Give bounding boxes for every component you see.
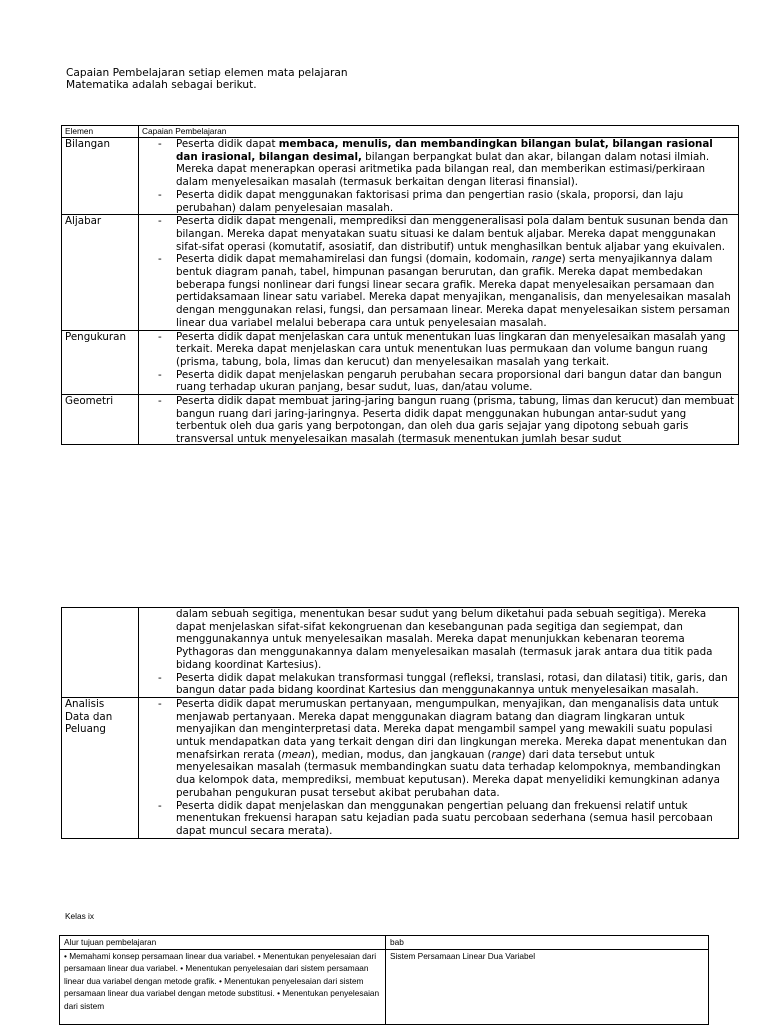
- text-span: ) serta menyajikannya dalam bentuk diagram panah, tabel, himpunan pasangan berurutan, dan grafik. Mereka dapat membedakan beberapa fungsi nonlinear dari fungsi linear secara grafik. Mereka dapat menyelesaikan persamaan dan pertidaksamaan linear satu variabel. Mereka dapat menyajikan, menganalisis, dan menyelesaikan masalah dengan menggunakan relasi, fungsi, dan persamaan linear. Mereka dapat menyelesaikan sistem persaman linear dua variabel melalui beberapa cara untuk penyelesaian masalah.: [176, 253, 731, 329]
- table-row-bilangan: [62, 138, 739, 215]
- list-item: dalam sebuah segitiga, menentukan besar sudut yang belum diketahui pada sebuah segitiga). Mereka dapat menjelaskan sifat-sifat kekongruenan dan kesebangunan pada segitiga dan segiempat, dan menggunakannya untuk menyelesaikan masalah. Mereka dapat menunjukkan kebenaran teorema Pythagoras dan menggunakannya dalam menyelesaikan masalah (termasuk jarak antara dua titik pada bidang koordinat Kartesius).: [176, 608, 713, 671]
- alur-tujuan-table: [59, 935, 709, 1025]
- text-span: Peserta didik dapat: [176, 138, 279, 150]
- bold-text: membaca, menulis, dan membandingkan bilangan bulat, bilangan rasional dan irasional, bilangan desimal,: [176, 138, 713, 163]
- table-row-aljabar: [62, 215, 739, 330]
- text-span: ) dari data tersebut untuk menyelesaikan masalah (termasuk membandingkan suatu data terhadap kelompoknya, membandingkan dua kelompok data, memprediksi, membuat keputusan). Mereka dapat menyelidiki kemungkinan adanya perubahan pengukuran pusat tersebut akibat perubahan data.: [176, 748, 721, 799]
- list-item: - Peserta didik dapat menggunakan faktorisasi prima dan pengertian rasio (skala, proporsi, dan laju perubahan) dalam penyelesaian masalah.: [142, 189, 735, 214]
- table-row-geometri: [62, 395, 739, 445]
- italic-text: range: [531, 253, 562, 266]
- capaian-bilangan: [139, 138, 739, 215]
- capaian-aljabar: [139, 215, 739, 330]
- italic-text: mean: [281, 748, 311, 761]
- list-item: - Peserta didik dapat menjelaskan cara untuk menentukan luas lingkaran dan menyelesaikan masalah yang terkait. Mereka dapat menjelaskan cara untuk menentukan luas permukaan dan volume bangun ruang (prisma, tabung, bola, limas dan kerucut) dan menyelesaikan masalah yang terkait.: [142, 331, 735, 369]
- elemen-bilangan: Bilangan: [62, 138, 139, 215]
- intro-line-1: Capaian Pembelajaran setiap elemen mata pelajaran: [66, 67, 348, 79]
- elemen-analisis-line: Analisis: [65, 697, 105, 710]
- text-span: Peserta didik dapat merumuskan pertanyaan, mengumpulkan, menyajikan, dan menganalisis data untuk menjawab pertanyaan. Mereka dapat menggunakan diagram batang dan diagram lingkaran untuk menyajikan dan menginterpretasi data. Mereka dapat mengambil sampel yang mewakili suatu populasi untuk mendapatkan data yang terkait dengan diri dan lingkungan mereka. Mereka dapat menentukan dan menafsirkan rerata (: [176, 697, 727, 761]
- table-row-pengukuran: [62, 330, 739, 395]
- capaian-geometri-continued: [139, 608, 739, 698]
- capaian-geometri: [139, 395, 739, 445]
- table-row-geometri-continued: [62, 608, 739, 698]
- elemen-analisis: [62, 697, 139, 838]
- capaian-analisis: [139, 697, 739, 838]
- elemen-geometri: Geometri: [62, 395, 139, 445]
- header-capaian: Capaian Pembelajaran: [139, 126, 739, 138]
- list-item: - Peserta didik dapat mengenali, memprediksi dan menggeneralisasi pola dalam bentuk susunan benda dan bilangan. Mereka dapat menyatakan suatu situasi ke dalam bentuk aljabar. Mereka dapat menggunakan sifat-sifat operasi (komutatif, asosiatif, dan distributif) untuk menghasilkan bentuk aljabar yang ekuivalen.: [142, 215, 735, 253]
- capaian-table-part-2: [61, 607, 739, 839]
- elemen-analisis-line: Data dan: [65, 710, 113, 723]
- list-item: - Peserta didik dapat menjelaskan dan menggunakan pengertian peluang dan frekuensi relatif untuk menentukan frekuensi harapan satu kejadian pada suatu percobaan sederhana (semua hasil percobaan dapat muncul secara merata).: [142, 800, 735, 838]
- intro-line-2: Matematika adalah sebagai berikut.: [66, 79, 257, 92]
- list-item: - Peserta didik dapat menjelaskan pengaruh perubahan secara proporsional dari bangun datar dan bangun ruang terhadap ukuran panjang, besar sudut, luas, dan/atau volume.: [142, 369, 735, 394]
- atp-bab-cell: Sistem Persamaan Linear Dua Variabel: [386, 949, 709, 1024]
- header-alur-tujuan: Alur tujuan pembelajaran: [60, 936, 386, 950]
- text-span: Peserta didik dapat memahamirelasi dan fungsi (domain, kodomain,: [176, 253, 532, 266]
- list-item: [142, 698, 735, 800]
- atp-row: [60, 949, 709, 1024]
- elemen-pengukuran: Pengukuran: [62, 330, 139, 395]
- list-item: [142, 253, 735, 329]
- list-item: [142, 138, 735, 189]
- geometri-page-clip: [142, 395, 735, 444]
- elemen-empty: [62, 608, 139, 698]
- kelas-label: Kelas ix: [65, 911, 95, 921]
- list-item: - Peserta didik dapat melakukan transformasi tunggal (refleksi, translasi, rotasi, dan dilatasi) titik, garis, dan bangun datar pada bidang koordinat Kartesius dan menggunakannya untuk menyelesaikan masalah.: [142, 672, 735, 697]
- capaian-table-part-1: [61, 125, 739, 445]
- elemen-analisis-line: Peluang: [65, 723, 106, 736]
- list-item: - Peserta didik dapat membuat jaring-jaring bangun ruang (prisma, tabung, limas dan kerucut) dan membuat bangun ruang dari jaring-jaringnya. Peserta didik dapat menggunakan hubungan antar-sudut yang terbentuk oleh dua garis yang berpotongan, dan oleh dua garis sejajar yang dipotong sebuah garis transversal untuk menyelesaikan masalah (termasuk menentukan jumlah besar sudut: [142, 395, 735, 444]
- text-span: bilangan berpangkat bulat dan akar, bilangan dalam notasi ilmiah. Mereka dapat menerapkan operasi aritmetika pada bilangan real, dan memberikan estimasi/perkiraan dalam menyelesaikan masalah (termasuk berkaitan dengan literasi finansial).: [176, 150, 710, 189]
- atp-tujuan-cell: • Memahami konsep persamaan linear dua variabel. • Menentukan penyelesaian dari persamaan linear dua variabel. • Menentukan penyelesaian dari sistem persamaan linear dua variabel dengan metode grafik. • Menentukan penyelesaian dari sistem persamaan linear dua variabel dengan metode substitusi. • Menentukan penyelesaian dari sistem: [60, 949, 386, 1024]
- header-elemen: Elemen: [62, 126, 139, 138]
- capaian-pengukuran: [139, 330, 739, 395]
- table-row-analisis: [62, 697, 739, 838]
- atp-header-row: [60, 936, 709, 950]
- table-header-row: [62, 126, 739, 138]
- text-span: ), median, modus, dan jangkauan (: [310, 748, 492, 761]
- italic-text: range: [491, 748, 522, 761]
- intro-text: [66, 67, 348, 92]
- header-bab: bab: [386, 936, 709, 950]
- elemen-aljabar: Aljabar: [62, 215, 139, 330]
